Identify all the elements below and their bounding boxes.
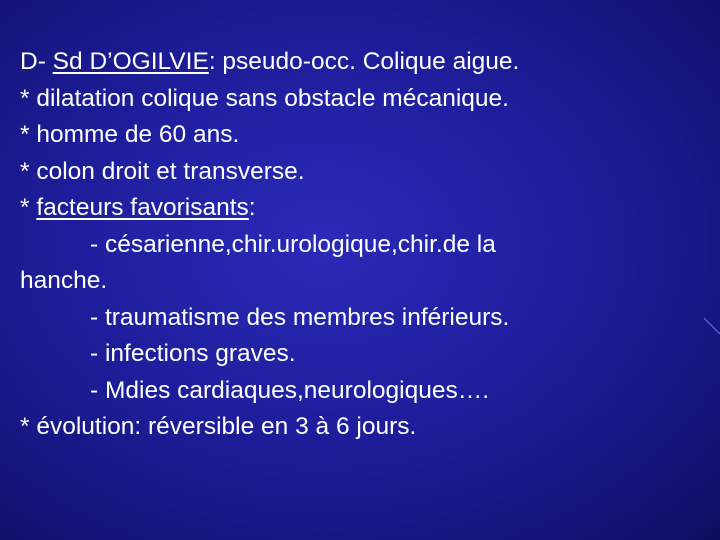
factor-trauma: - traumatisme des membres inférieurs. [90,303,510,331]
bullet-evolution: * évolution: réversible en 3 à 6 jours. [20,413,417,440]
bullet-age: * homme de 60 ans. [20,121,240,148]
factors-suffix: : [248,194,256,221]
factor-infections: - infections graves. [90,340,296,367]
factor-surgery-continued: hanche. [20,267,108,294]
bullet-dilatation: * dilatation colique sans obstacle mécanique. [20,84,509,112]
factors-prefix: * [20,194,37,221]
factor-diseases: - Mdies cardiaques,neurologiques…. [90,376,490,404]
factor-surgery: - césarienne,chir.urologique,chir.de la [90,230,496,258]
heading-prefix: D- [20,48,53,75]
syndrome-name: Sd D’OGILVIE [52,48,209,75]
factors-label: facteurs favorisants [36,194,249,221]
bullet-localisation: * colon droit et transverse. [20,157,305,185]
heading-suffix: : pseudo-occ. Colique aigue. [208,48,520,75]
